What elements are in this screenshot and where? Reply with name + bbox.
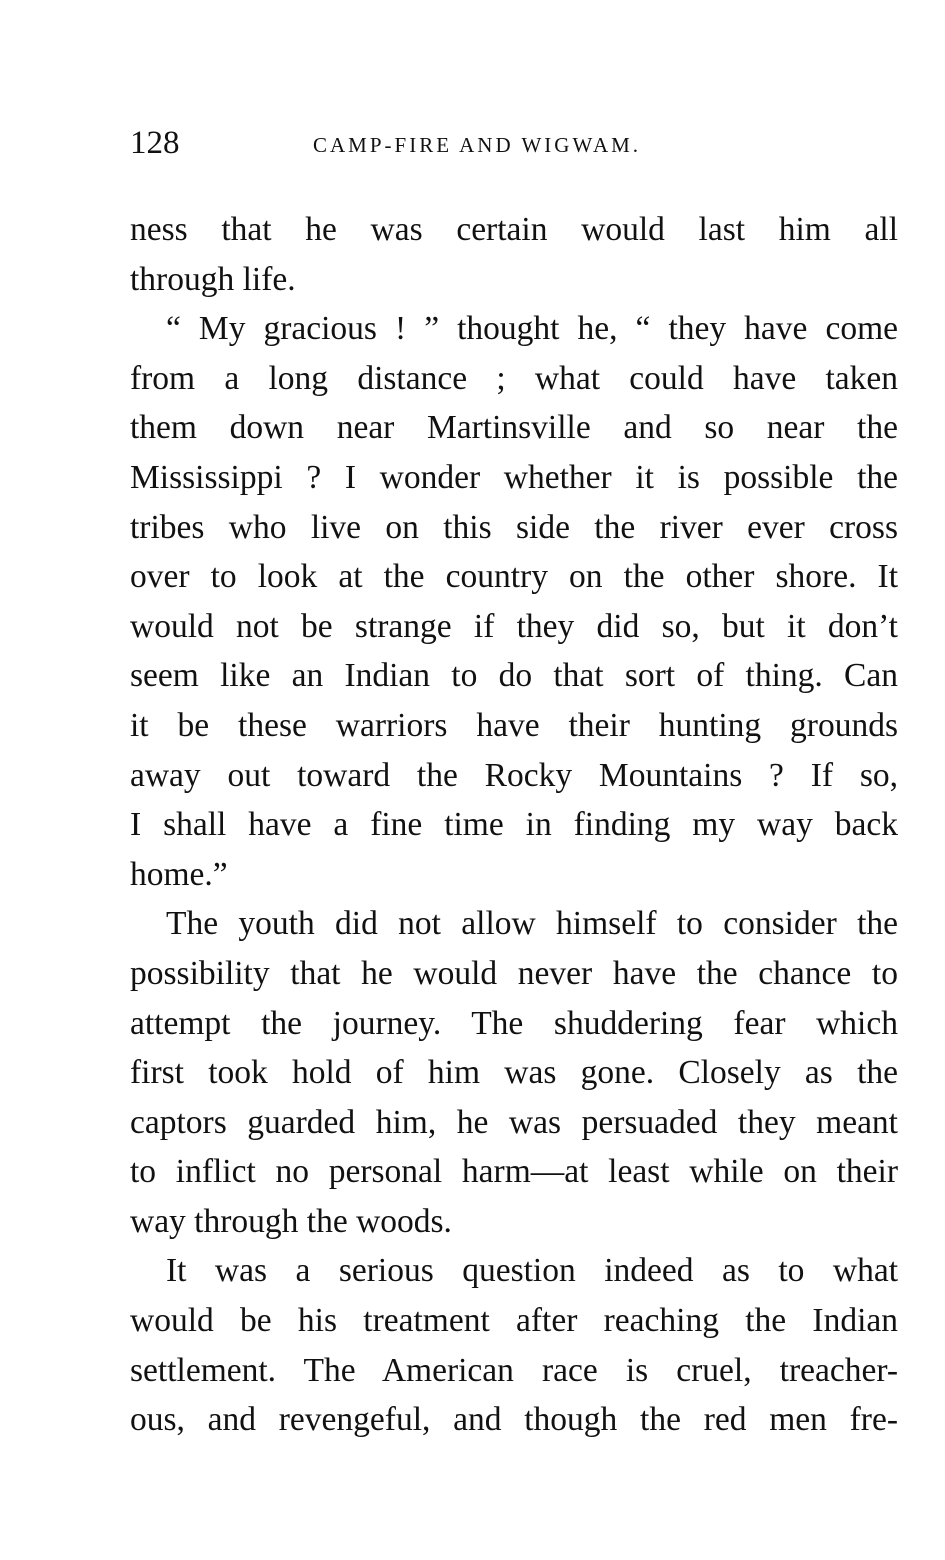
text-line: from a long distance ; what could have taken <box>130 359 898 397</box>
paragraph <box>130 304 898 899</box>
paragraph <box>130 1246 898 1444</box>
body-text <box>130 205 898 1445</box>
text-line: over to look at the country on the other shore. It <box>130 558 898 596</box>
text-line: through life. <box>130 260 296 298</box>
text-line: ous, and revengeful, and though the red men fre- <box>130 1401 898 1439</box>
text-line: to inflict no personal harm—at least while on their <box>130 1153 898 1191</box>
text-line: The youth did not allow himself to consider the <box>166 905 898 943</box>
text-line: settlement. The American race is cruel, treacher- <box>130 1351 898 1389</box>
text-line: attempt the journey. The shuddering fear which <box>130 1004 898 1042</box>
text-line: would be his treatment after reaching the Indian <box>130 1302 898 1340</box>
page-number: 128 <box>130 125 180 161</box>
text-line: away out toward the Rocky Mountains ? If so, <box>130 756 898 794</box>
text-line: way through the woods. <box>130 1202 452 1240</box>
paragraph <box>130 205 898 304</box>
running-title: CAMP-FIRE AND WIGWAM. <box>313 133 642 157</box>
paragraph <box>130 899 898 1246</box>
text-line: them down near Martinsville and so near the <box>130 409 898 447</box>
text-line: tribes who live on this side the river ever cross <box>130 508 898 546</box>
text-line: I shall have a fine time in finding my way back <box>130 806 898 844</box>
page-header <box>130 118 900 168</box>
text-line: home.” <box>130 855 228 893</box>
text-line: ness that he was certain would last him all <box>130 211 898 248</box>
text-line: it be these warriors have their hunting grounds <box>130 706 898 744</box>
text-line: first took hold of him was gone. Closely as the <box>130 1054 898 1092</box>
text-line: Mississippi ? I wonder whether it is possible the <box>130 458 898 496</box>
text-line: would not be strange if they did so, but it don’t <box>130 607 898 645</box>
text-line: It was a serious question indeed as to what <box>166 1252 898 1290</box>
text-line: “ My gracious ! ” thought he, “ they have come <box>166 310 898 348</box>
text-line: seem like an Indian to do that sort of thing. Can <box>130 657 898 695</box>
text-line: captors guarded him, he was persuaded they meant <box>130 1103 898 1141</box>
text-line: possibility that he would never have the chance to <box>130 954 898 992</box>
